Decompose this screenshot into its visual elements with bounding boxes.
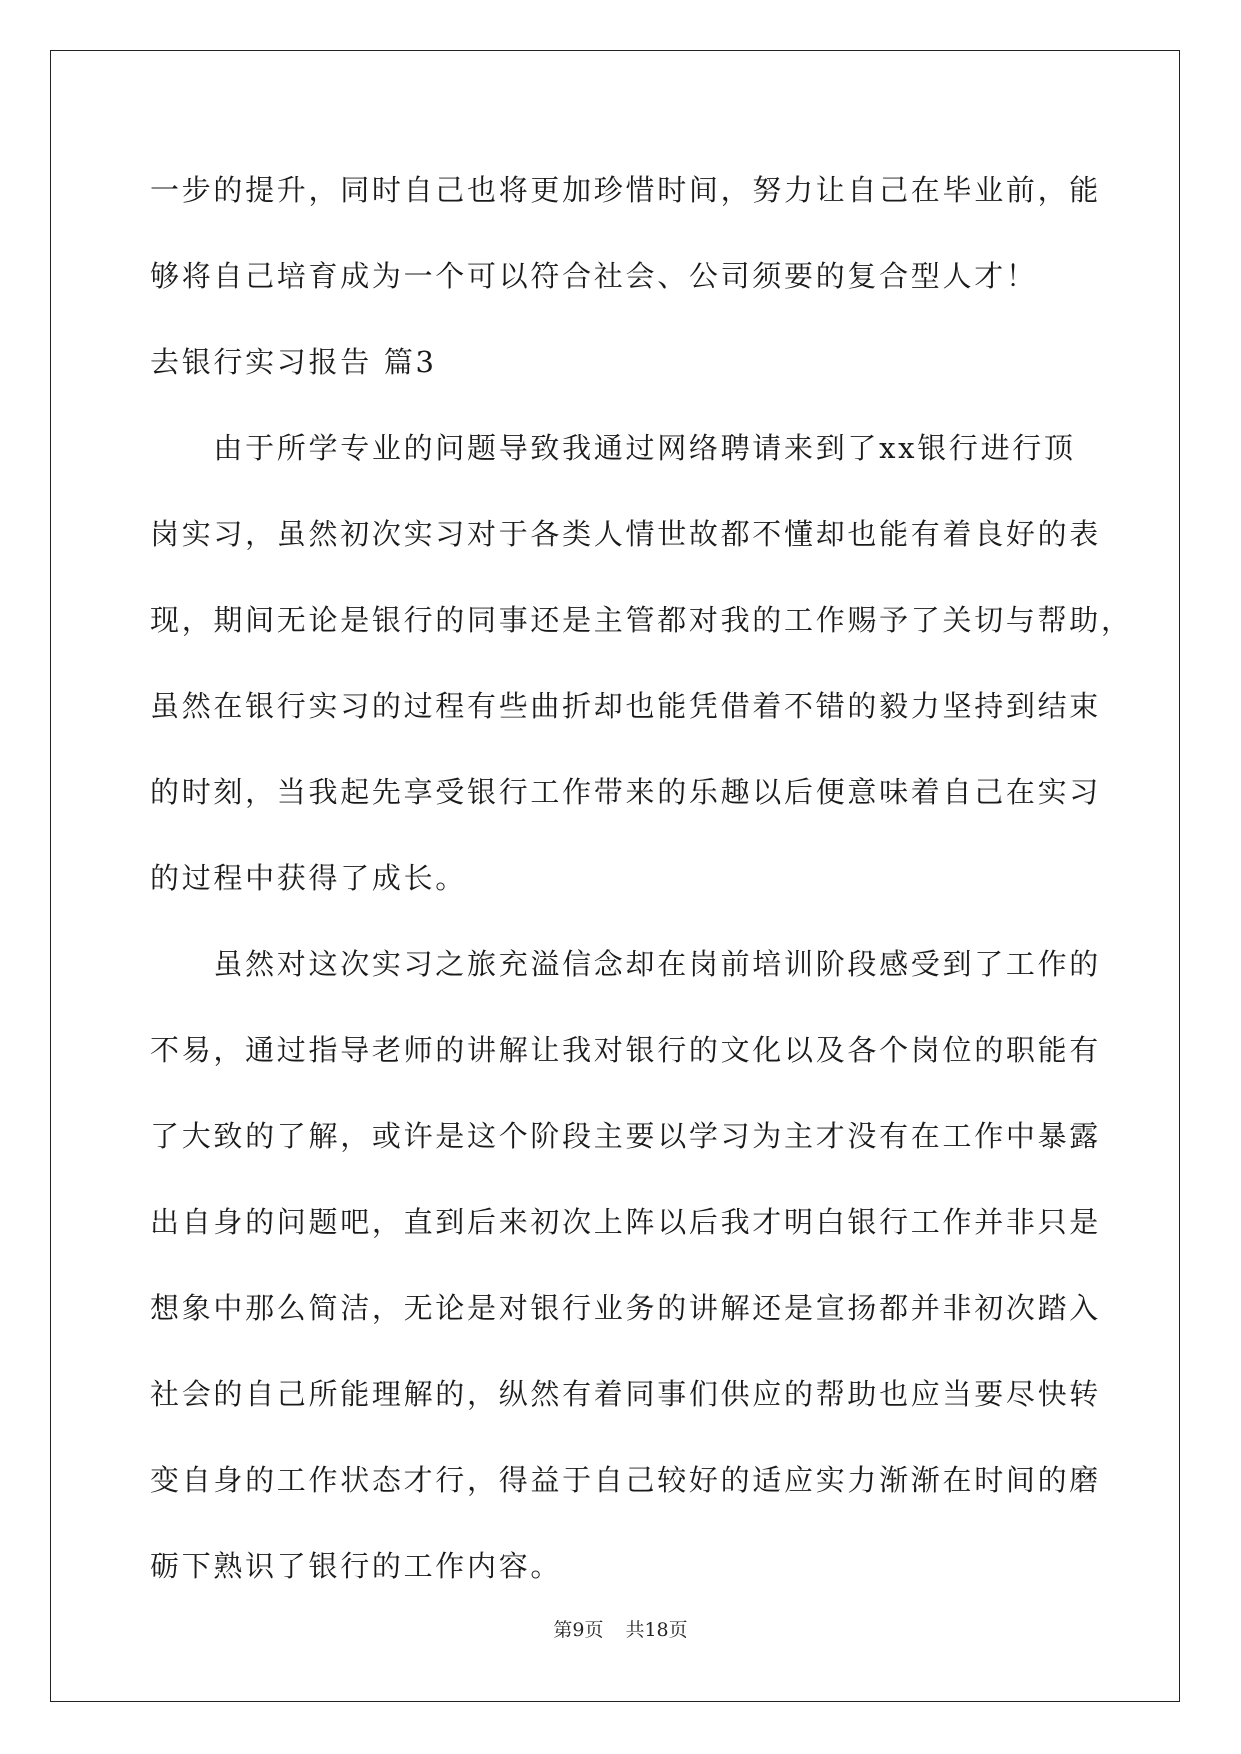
- text-line: 由于所学专业的问题导致我通过网络聘请来到了xx银行进行顶: [150, 431, 1076, 465]
- page-number: 第9页: [553, 1619, 604, 1641]
- document-body: [150, 160, 1133, 1622]
- text-line: 不易，通过指导老师的讲解让我对银行的文化以及各个岗位的职能有: [150, 1033, 1102, 1067]
- text-line: 砺下熟识了银行的工作内容。: [150, 1549, 563, 1583]
- text-line: 够将自己培育成为一个可以符合社会、公司须要的复合型人才！: [150, 259, 1038, 293]
- text-line: 虽然在银行实习的过程有些曲折却也能凭借着不错的毅力坚持到结束: [150, 689, 1102, 723]
- text-line: 出自身的问题吧，直到后来初次上阵以后我才明白银行工作并非只是: [150, 1205, 1102, 1239]
- text-line: 的过程中获得了成长。: [150, 861, 468, 895]
- text-line: 社会的自己所能理解的，纵然有着同事们供应的帮助也应当要尽快转: [150, 1377, 1102, 1411]
- text-line: 现，期间无论是银行的同事还是主管都对我的工作赐予了关切与帮助，: [150, 603, 1133, 637]
- text-line: 岗实习，虽然初次实习对于各类人情世故都不懂却也能有着良好的表: [150, 517, 1102, 551]
- text-line: 想象中那么简洁，无论是对银行业务的讲解还是宣扬都并非初次踏入: [150, 1291, 1102, 1325]
- section-heading: 去银行实习报告 篇3: [150, 345, 437, 379]
- page-total: 共18页: [625, 1619, 688, 1641]
- text-line: 了大致的了解，或许是这个阶段主要以学习为主才没有在工作中暴露: [150, 1119, 1102, 1153]
- text-line: 一步的提升，同时自己也将更加珍惜时间，努力让自己在毕业前，能: [150, 173, 1102, 207]
- text-line: 的时刻，当我起先享受银行工作带来的乐趣以后便意味着自己在实习: [150, 775, 1102, 809]
- page-footer: [0, 1615, 1241, 1642]
- text-line: 变自身的工作状态才行，得益于自己较好的适应实力渐渐在时间的磨: [150, 1463, 1102, 1497]
- text-line: 虽然对这次实习之旅充溢信念却在岗前培训阶段感受到了工作的: [150, 947, 1102, 981]
